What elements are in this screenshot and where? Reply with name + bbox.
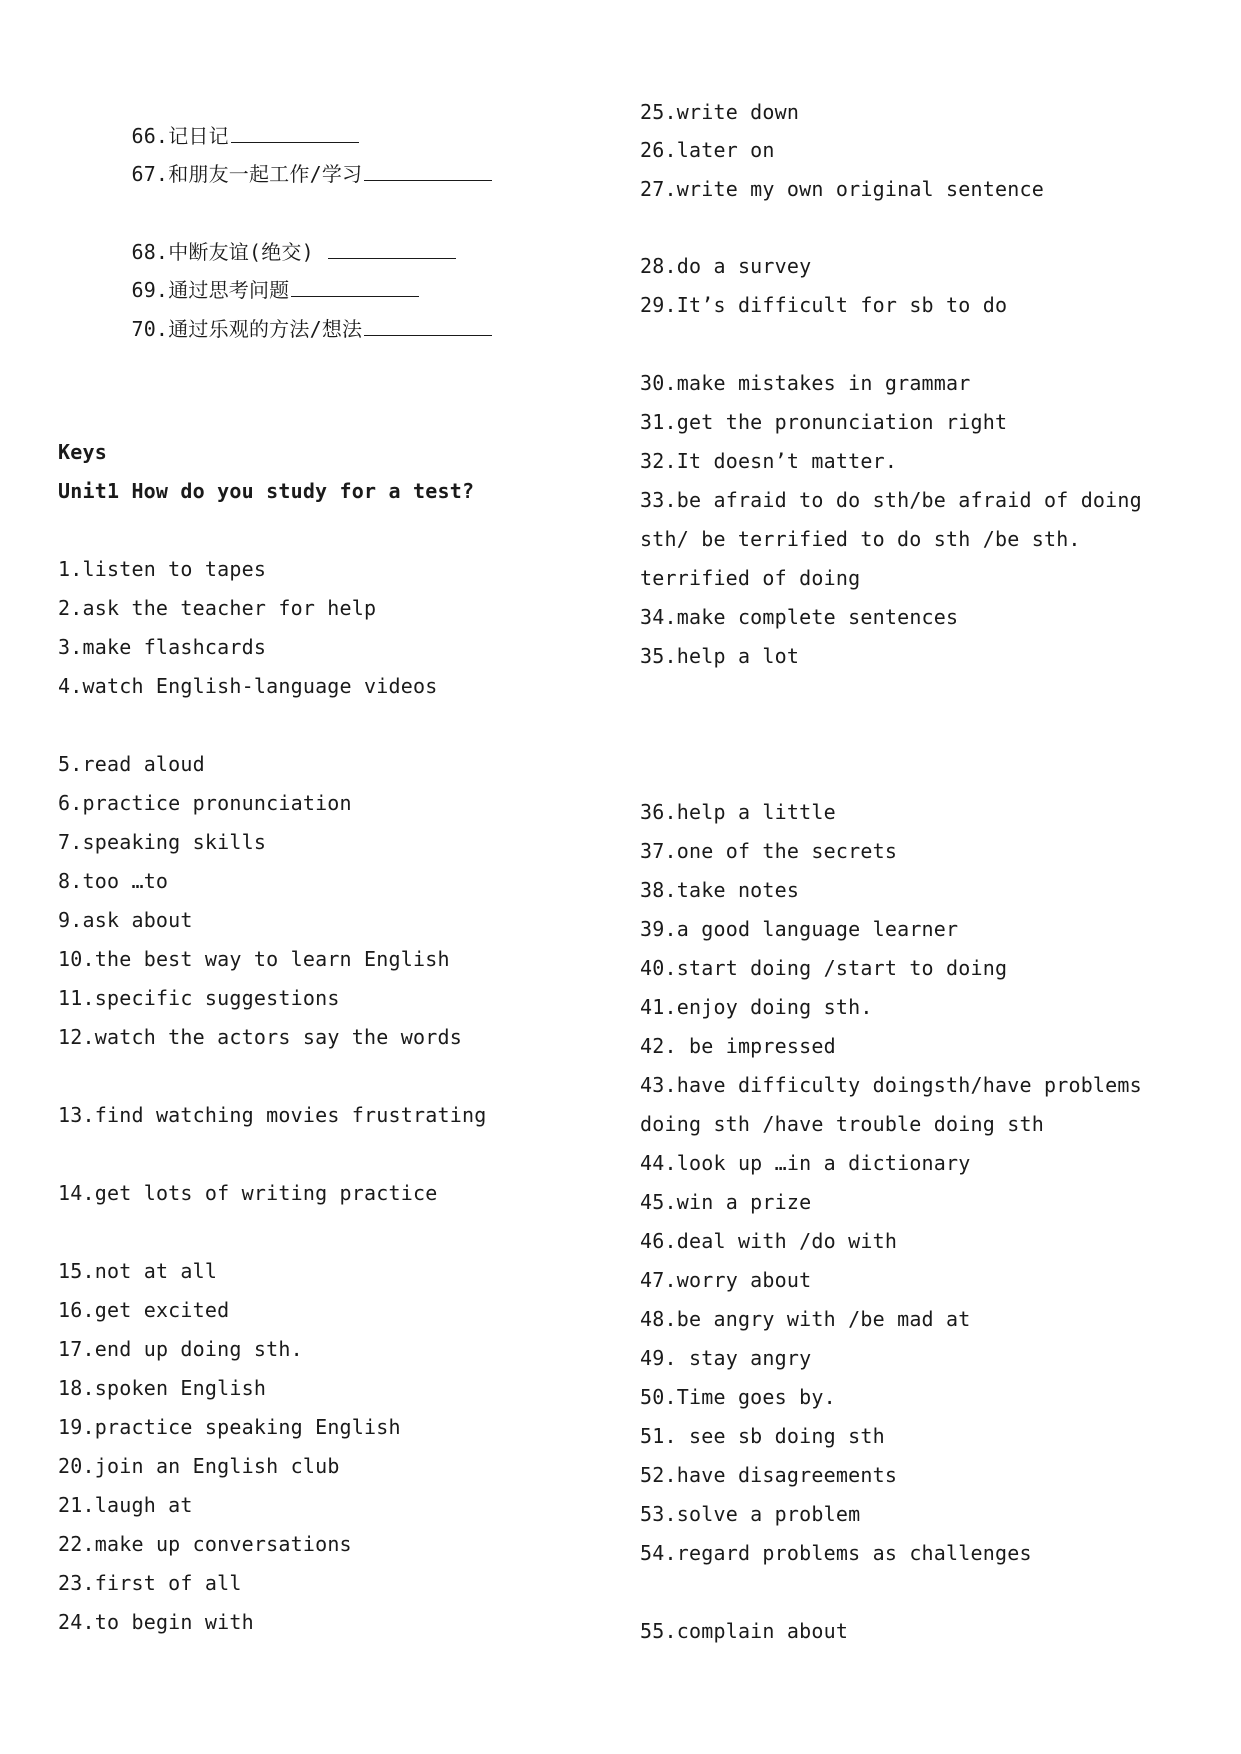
answer-item	[640, 1541, 1032, 1565]
answer-item	[58, 1493, 193, 1517]
item-number: 10.	[58, 947, 95, 971]
item-text: one of the secrets	[676, 839, 898, 863]
item-text: Time goes by.	[676, 1385, 836, 1409]
item-text: find watching movies frustrating	[94, 1103, 487, 1127]
item-number: 27.	[640, 177, 677, 201]
item-text: get excited	[94, 1298, 230, 1322]
item-number: 25.	[640, 100, 677, 124]
answer-item	[58, 908, 193, 932]
item-text: help a little	[676, 800, 836, 824]
item-text: 通过思考问题	[168, 278, 290, 302]
item-number: 16.	[58, 1298, 95, 1322]
item-number: 17.	[58, 1337, 95, 1361]
translation-item	[58, 293, 492, 365]
answer-item	[58, 830, 266, 854]
item-text: write down	[676, 100, 800, 124]
item-number: 39.	[640, 917, 677, 941]
item-text: take notes	[676, 878, 800, 902]
translation-item	[58, 138, 492, 210]
item-text: regard problems as challenges	[676, 1541, 1032, 1565]
item-text: enjoy doing sth.	[676, 995, 873, 1019]
answer-item	[58, 1610, 254, 1634]
answer-item	[640, 449, 897, 473]
item-text: practice speaking English	[94, 1415, 401, 1439]
answer-item	[640, 1424, 885, 1448]
item-text: have difficulty doingsth/have problems doing sth /have trouble doing sth	[640, 1073, 1142, 1136]
item-number: 42.	[640, 1034, 677, 1058]
item-number: 50.	[640, 1385, 677, 1409]
item-number: 36.	[640, 800, 677, 824]
item-text: ask the teacher for help	[82, 596, 377, 620]
item-number: 29.	[640, 293, 677, 317]
answer-item	[58, 986, 340, 1010]
item-number: 1.	[58, 557, 83, 581]
item-text: make flashcards	[82, 635, 267, 659]
answer-item	[640, 605, 958, 629]
answer-item	[640, 1268, 811, 1292]
keys-heading: Keys	[58, 440, 107, 464]
item-number: 24.	[58, 1610, 95, 1634]
item-text: deal with /do with	[676, 1229, 898, 1253]
item-number: 7.	[58, 830, 83, 854]
item-text: help a lot	[676, 644, 800, 668]
answer-item	[640, 1502, 860, 1526]
answer-item	[58, 596, 376, 620]
item-text: a good language learner	[676, 917, 959, 941]
answer-item	[58, 635, 266, 659]
item-number: 23.	[58, 1571, 95, 1595]
item-text: ask about	[82, 908, 193, 932]
item-number: 43.	[640, 1073, 677, 1097]
answer-item	[58, 1415, 401, 1439]
item-number: 8.	[58, 869, 83, 893]
item-number: 5.	[58, 752, 83, 776]
answer-item	[58, 869, 168, 893]
answer-item	[58, 557, 266, 581]
answer-item	[58, 1025, 462, 1049]
item-text: the best way to learn English	[94, 947, 450, 971]
answer-item	[640, 995, 873, 1019]
item-number: 68.	[131, 240, 169, 264]
item-text: 通过乐观的方法/想法	[168, 317, 363, 341]
item-text: watch English-language videos	[82, 674, 438, 698]
answer-item	[640, 254, 811, 278]
answer-item	[640, 177, 1044, 201]
item-text: make mistakes in grammar	[676, 371, 971, 395]
item-number: 4.	[58, 674, 83, 698]
item-text: first of all	[94, 1571, 242, 1595]
item-number: 41.	[640, 995, 677, 1019]
item-text: too …to	[82, 869, 169, 893]
item-number: 40.	[640, 956, 677, 980]
answer-item	[58, 947, 450, 971]
item-text: later on	[676, 138, 775, 162]
answer-item	[640, 839, 897, 863]
item-text: win a prize	[676, 1190, 812, 1214]
item-number: 37.	[640, 839, 677, 863]
answer-blank[interactable]	[364, 317, 492, 336]
answer-item	[640, 1619, 848, 1643]
answer-item	[640, 800, 836, 824]
answer-item	[58, 752, 205, 776]
answer-item	[58, 674, 437, 698]
item-number: 70.	[131, 317, 169, 341]
item-number: 46.	[640, 1229, 677, 1253]
item-text: make up conversations	[94, 1532, 352, 1556]
item-text: be angry with /be mad at	[676, 1307, 971, 1331]
item-number: 55.	[640, 1619, 677, 1643]
answer-item	[640, 878, 799, 902]
answer-blank[interactable]	[364, 162, 492, 181]
item-text: see sb doing sth	[676, 1424, 885, 1448]
item-number: 3.	[58, 635, 83, 659]
item-text: watch the actors say the words	[94, 1025, 462, 1049]
item-number: 67.	[131, 162, 169, 186]
item-number: 31.	[640, 410, 677, 434]
answer-item	[640, 410, 1007, 434]
item-text: start doing /start to doing	[676, 956, 1008, 980]
item-number: 11.	[58, 986, 95, 1010]
answer-item	[640, 644, 799, 668]
answer-item	[640, 293, 1007, 317]
item-number: 45.	[640, 1190, 677, 1214]
answer-item	[640, 1229, 897, 1253]
item-text: listen to tapes	[82, 557, 267, 581]
answer-item	[58, 1376, 266, 1400]
answer-item	[640, 1066, 1180, 1144]
answer-item	[58, 1532, 352, 1556]
item-text: be impressed	[676, 1034, 836, 1058]
item-number: 35.	[640, 644, 677, 668]
item-number: 9.	[58, 908, 83, 932]
answer-item	[58, 1259, 217, 1283]
item-text: 记日记	[168, 124, 229, 148]
item-text: 和朋友一起工作/学习	[168, 162, 363, 186]
item-text: It’s difficult for sb to do	[676, 293, 1008, 317]
item-number: 49.	[640, 1346, 677, 1370]
item-number: 26.	[640, 138, 677, 162]
item-number: 44.	[640, 1151, 677, 1175]
item-number: 66.	[131, 124, 169, 148]
item-number: 53.	[640, 1502, 677, 1526]
item-number: 48.	[640, 1307, 677, 1331]
answer-item	[58, 791, 352, 815]
answer-item	[640, 481, 1180, 598]
answer-item	[640, 1034, 836, 1058]
item-text: specific suggestions	[94, 986, 340, 1010]
answer-item	[640, 1463, 897, 1487]
item-text: spoken English	[94, 1376, 267, 1400]
item-number: 22.	[58, 1532, 95, 1556]
item-text: get the pronunciation right	[676, 410, 1008, 434]
item-text: to begin with	[94, 1610, 254, 1634]
item-number: 30.	[640, 371, 677, 395]
item-text: have disagreements	[676, 1463, 898, 1487]
item-text: join an English club	[94, 1454, 340, 1478]
item-text: stay angry	[676, 1346, 812, 1370]
item-number: 38.	[640, 878, 677, 902]
item-text: It doesn’t matter.	[676, 449, 898, 473]
answer-item	[640, 1307, 971, 1331]
item-number: 18.	[58, 1376, 95, 1400]
answer-item	[58, 1181, 437, 1205]
answer-item	[58, 1337, 303, 1361]
item-text: 中断友谊(绝交)	[168, 240, 327, 264]
item-number: 15.	[58, 1259, 95, 1283]
item-number: 13.	[58, 1103, 95, 1127]
item-text: solve a problem	[676, 1502, 861, 1526]
item-number: 32.	[640, 449, 677, 473]
answer-item	[640, 100, 799, 124]
item-text: look up …in a dictionary	[676, 1151, 971, 1175]
answer-item	[640, 956, 1007, 980]
item-text: worry about	[676, 1268, 812, 1292]
item-number: 21.	[58, 1493, 95, 1517]
item-number: 28.	[640, 254, 677, 278]
item-text: practice pronunciation	[82, 791, 352, 815]
answer-item	[640, 917, 958, 941]
item-text: end up doing sth.	[94, 1337, 303, 1361]
item-number: 2.	[58, 596, 83, 620]
answer-item	[640, 1385, 836, 1409]
answer-item	[58, 1103, 486, 1127]
answer-item	[58, 1298, 229, 1322]
item-number: 54.	[640, 1541, 677, 1565]
item-text: write my own original sentence	[676, 177, 1044, 201]
item-text: speaking skills	[82, 830, 267, 854]
item-text: laugh at	[94, 1493, 193, 1517]
item-number: 6.	[58, 791, 83, 815]
item-text: not at all	[94, 1259, 218, 1283]
item-number: 33.	[640, 488, 677, 512]
answer-item	[640, 371, 971, 395]
item-number: 14.	[58, 1181, 95, 1205]
item-text: get lots of writing practice	[94, 1181, 438, 1205]
item-text: be afraid to do sth/be afraid of doing sth/ be terrified to do sth /be sth. terrified of doing	[640, 488, 1142, 590]
item-number: 47.	[640, 1268, 677, 1292]
item-text: do a survey	[676, 254, 812, 278]
answer-item	[640, 1151, 971, 1175]
answer-item	[58, 1571, 242, 1595]
item-number: 69.	[131, 278, 169, 302]
answer-item	[640, 1190, 811, 1214]
item-number: 51.	[640, 1424, 677, 1448]
item-number: 12.	[58, 1025, 95, 1049]
item-text: complain about	[676, 1619, 849, 1643]
item-number: 34.	[640, 605, 677, 629]
answer-item	[58, 1454, 340, 1478]
answer-item	[640, 138, 775, 162]
item-number: 19.	[58, 1415, 95, 1439]
item-text: make complete sentences	[676, 605, 959, 629]
unit-heading: Unit1 How do you study for a test?	[58, 479, 475, 503]
answer-item	[640, 1346, 811, 1370]
item-number: 52.	[640, 1463, 677, 1487]
item-text: read aloud	[82, 752, 205, 776]
item-number: 20.	[58, 1454, 95, 1478]
